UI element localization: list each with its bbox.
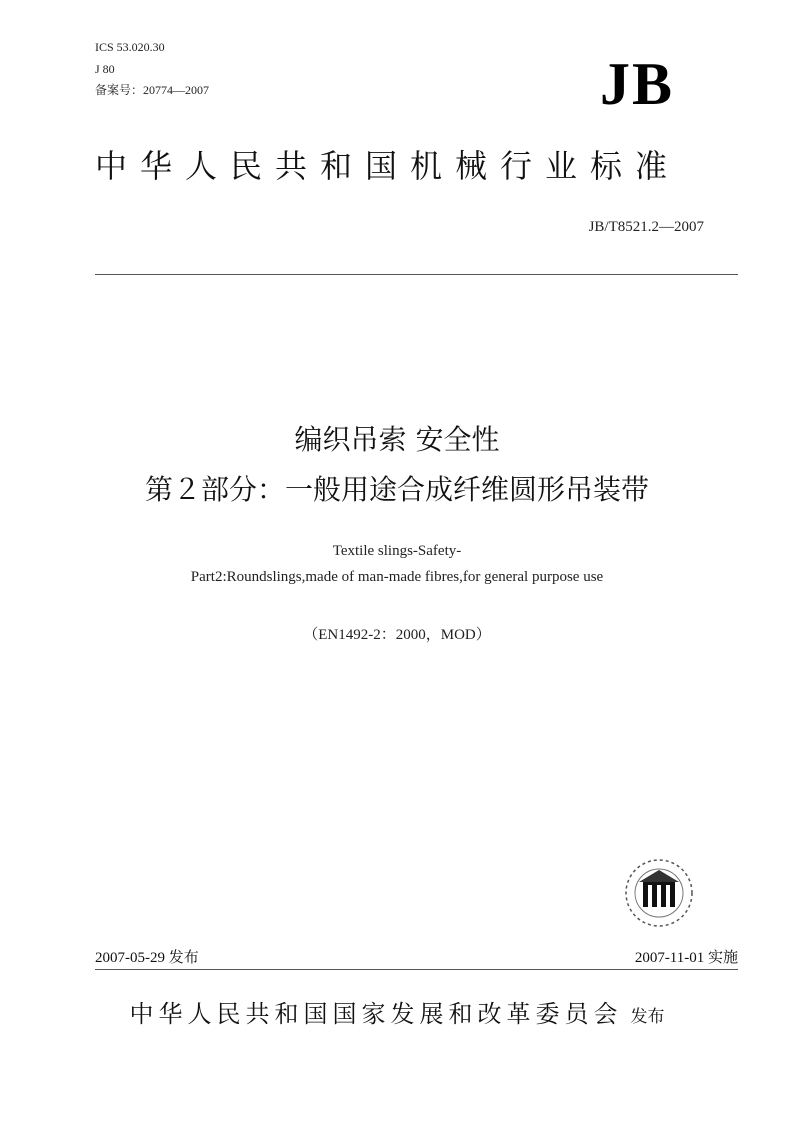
issuer-line [0, 998, 794, 1033]
title-en-line1: Textile slings-Safety- [332, 543, 462, 559]
issuer-name: 中华人民共和国国家发展和改革委员会 [129, 1000, 623, 1028]
standard-number: JB/T8521.2—2007 [588, 219, 704, 235]
issuer-suffix: 发布 [630, 1007, 665, 1027]
adoption-reference: （EN1492-2：2000，MOD） [303, 627, 491, 643]
classification-code: J 80 [95, 62, 115, 76]
header-divider [95, 274, 738, 275]
title-en-line2: Part2:Roundslings,made of man-made fibres,for general purpose use [190, 569, 604, 585]
implement-date: 2007-11-01 实施 [634, 950, 738, 966]
publish-date: 2007-05-29 发布 [95, 950, 199, 966]
record-number: 备案号：20774—2007 [95, 83, 210, 97]
title-cn-line1: 编织吊索 安全性 [294, 423, 500, 456]
publisher-seal-icon [614, 852, 704, 934]
standard-category-title: 中华人民共和国机械行业标准 [95, 147, 681, 185]
ics-code: ICS 53.020.30 [95, 40, 165, 54]
title-cn-line2: 第２部分：一般用途合成纤维圆形吊装带 [144, 473, 649, 506]
jb-logo: JB [600, 51, 675, 117]
footer-divider [95, 969, 738, 970]
